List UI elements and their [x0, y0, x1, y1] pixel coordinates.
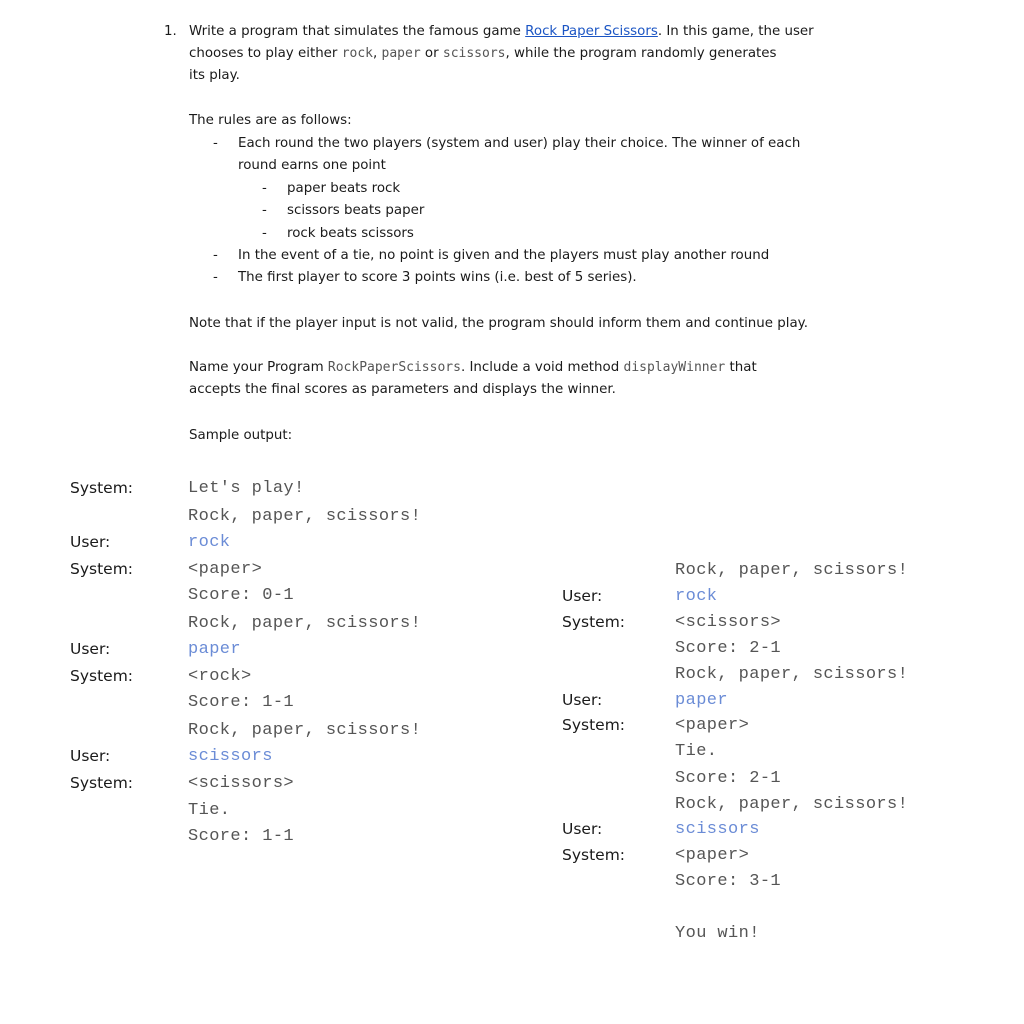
question-text: Write a program that simulates the famous game: [189, 24, 526, 39]
user-input-line: paper: [675, 691, 729, 710]
rule-dash: -: [213, 248, 218, 263]
question-text: or: [420, 46, 443, 61]
question-text: ,: [373, 46, 382, 61]
output-line: You win!: [675, 924, 760, 943]
rule-dash: -: [213, 136, 218, 151]
output-line: <scissors>: [188, 774, 295, 793]
output-line: Rock, paper, scissors!: [188, 721, 422, 740]
user-label: User:: [70, 533, 111, 551]
rule-item-1-cont: round earns one point: [238, 158, 386, 173]
rule-dash: -: [213, 270, 218, 285]
question-text: . In this game, the user: [657, 24, 814, 39]
output-line: Score: 0-1: [188, 586, 295, 605]
user-label: User:: [562, 587, 603, 605]
user-label: User:: [70, 747, 111, 765]
system-label: System:: [70, 560, 134, 578]
output-line: <rock>: [188, 667, 252, 686]
system-label: System:: [562, 716, 626, 734]
system-label: System:: [562, 613, 626, 631]
output-line: Tie.: [675, 742, 718, 761]
sample-output-heading: Sample output:: [189, 428, 293, 443]
output-line: <paper>: [675, 846, 750, 865]
system-label: System:: [70, 667, 134, 685]
question-line-1: [189, 21, 814, 43]
output-line: Rock, paper, scissors!: [188, 507, 422, 526]
rule-item-1: Each round the two players (system and user) play their choice. The winner of each: [238, 136, 801, 151]
user-input-line: rock: [675, 587, 718, 606]
question-number: 1.: [164, 24, 177, 39]
question-line-2: [189, 43, 777, 65]
question-text: chooses to play either: [189, 46, 342, 61]
method-name: displayWinner: [623, 360, 726, 375]
output-line: Let's play!: [188, 479, 305, 498]
rule-item-2: In the event of a tie, no point is given and the players must play another round: [238, 248, 770, 263]
output-line: Score: 2-1: [675, 769, 782, 788]
question-line-3: its play.: [189, 68, 240, 83]
output-line: Score: 2-1: [675, 639, 782, 658]
user-input-line: paper: [188, 640, 242, 659]
question-text: , while the program randomly generates: [505, 46, 777, 61]
system-label: System:: [70, 774, 134, 792]
sub-rule: rock beats scissors: [287, 226, 414, 241]
user-input-line: scissors: [675, 820, 760, 839]
rule-item-3: The first player to score 3 points wins (i.e. best of 5 series).: [238, 270, 637, 285]
output-line: Score: 1-1: [188, 693, 295, 712]
name-text: that: [725, 360, 757, 375]
output-line: Rock, paper, scissors!: [675, 795, 909, 814]
sub-rule: paper beats rock: [287, 181, 401, 196]
user-input-line: rock: [188, 533, 231, 552]
output-line: Score: 3-1: [675, 872, 782, 891]
rock-paper-scissors-link[interactable]: Rock Paper Scissors: [525, 24, 658, 39]
system-label: System:: [562, 846, 626, 864]
user-input-line: scissors: [188, 747, 273, 766]
name-line-2: accepts the final scores as parameters and displays the winner.: [189, 382, 616, 397]
code-term-paper: paper: [381, 46, 421, 61]
output-line: Rock, paper, scissors!: [188, 614, 422, 633]
output-line: Rock, paper, scissors!: [675, 561, 909, 580]
output-line: Tie.: [188, 801, 231, 820]
sub-rule-dash: -: [262, 226, 267, 241]
output-line: Rock, paper, scissors!: [675, 665, 909, 684]
code-term-rock: rock: [341, 46, 373, 61]
name-text: Name your Program: [189, 360, 328, 375]
name-text: . Include a void method: [460, 360, 624, 375]
user-label: User:: [70, 640, 111, 658]
code-term-scissors: scissors: [442, 46, 506, 61]
output-line: <scissors>: [675, 613, 782, 632]
output-line: Score: 1-1: [188, 827, 295, 846]
note-text: Note that if the player input is not valid, the program should inform them and continue play.: [189, 316, 808, 331]
name-line-1: [189, 357, 757, 379]
sub-rule-dash: -: [262, 181, 267, 196]
sub-rule-dash: -: [262, 203, 267, 218]
output-line: <paper>: [188, 560, 263, 579]
user-label: User:: [562, 820, 603, 838]
user-label: User:: [562, 691, 603, 709]
program-name: RockPaperScissors: [327, 360, 461, 375]
output-line: <paper>: [675, 716, 750, 735]
rules-heading: The rules are as follows:: [189, 113, 352, 128]
sub-rule: scissors beats paper: [287, 203, 425, 218]
system-label: System:: [70, 479, 134, 497]
